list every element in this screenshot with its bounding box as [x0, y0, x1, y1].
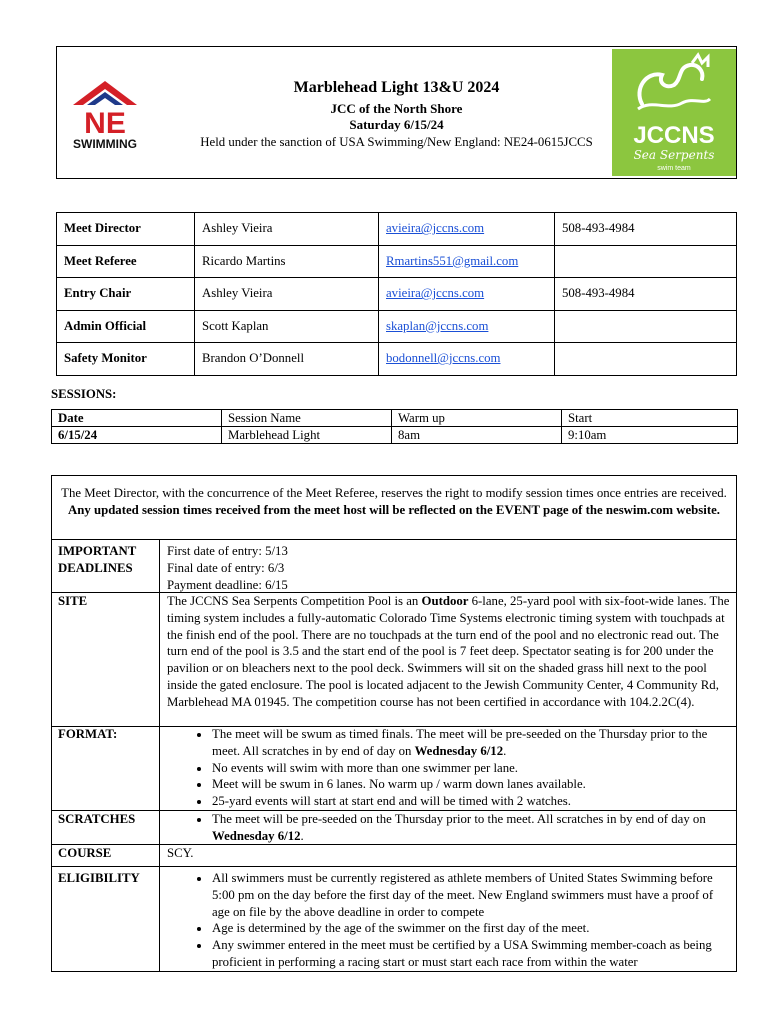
sanction-line: Held under the sanction of USA Swimming/New England: NE24-0615JCCS: [200, 135, 593, 149]
contact-name: Scott Kaplan: [195, 310, 379, 343]
scratches-post: .: [300, 828, 304, 843]
scratches-bold: Wednesday 6/12: [212, 828, 301, 843]
format-label: FORMAT:: [58, 727, 118, 741]
meet-rules-box: [51, 475, 737, 972]
session-header-warmup: Warm up: [392, 410, 562, 427]
contact-phone: [555, 310, 737, 343]
site-label: SITE: [58, 594, 88, 608]
eligibility-label: ELIGIBILITY: [58, 871, 140, 885]
divider: [52, 866, 736, 867]
format-b1-pre: The meet will be swum as timed finals. The meet will be pre-seeded on the Thursday prior to the meet. All scratches in by end of day on: [212, 727, 708, 758]
list-item: • Meet will be swum in 6 lanes. No warm up / warm down lanes available.: [211, 776, 732, 793]
table-row: [57, 213, 737, 246]
course-value: SCY.: [167, 846, 194, 860]
format-b1-post: .: [503, 743, 507, 758]
ne-logo-text: NE: [84, 107, 126, 140]
deadlines-label-1: IMPORTANT: [58, 544, 137, 558]
contact-role: Entry Chair: [57, 278, 195, 311]
sessions-label: SESSIONS:: [51, 387, 117, 401]
jccns-logo-text: JCCNS: [633, 122, 715, 149]
scratches-list: [167, 811, 732, 845]
list-item: • 25-yard events will start at start end and will be timed with 2 watches.: [211, 793, 732, 810]
sessions-table: [51, 409, 738, 444]
scratches-label: SCRATCHES: [58, 812, 136, 826]
table-row: [52, 410, 738, 427]
table-row: [57, 310, 737, 343]
list-item: • Age is determined by the age of the swimmer on the first day of the meet.: [211, 920, 732, 937]
contact-email-link[interactable]: avieira@jccns.com: [386, 221, 485, 236]
site-text-bold: Outdoor: [421, 594, 469, 608]
meet-header: [56, 46, 737, 179]
format-list: [167, 726, 732, 810]
deadlines-label: [58, 543, 136, 577]
session-date: 6/15/24: [52, 427, 222, 444]
contact-role: Meet Referee: [57, 245, 195, 278]
table-row: [52, 427, 738, 444]
meet-date: Saturday 6/15/24: [349, 117, 444, 132]
session-start: 9:10am: [562, 427, 738, 444]
session-header-name: Session Name: [222, 410, 392, 427]
column-divider: [159, 539, 160, 971]
divider: [52, 539, 736, 540]
format-b1-bold: Wednesday 6/12: [414, 743, 504, 758]
scratches-pre: The meet will be pre-seeded on the Thursday prior to the meet. All scratches in by end of day on: [212, 812, 706, 826]
intro-bold: Any updated session times received from the meet host will be reflected on the EVENT page of the neswim.com website.: [68, 502, 720, 517]
session-warmup: 8am: [392, 427, 562, 444]
deadlines-label-2: DEADLINES: [58, 561, 133, 575]
jccns-logo-tag: swim team: [657, 165, 691, 172]
contact-phone: [555, 343, 737, 376]
deadline-payment: Payment deadline: 6/15: [167, 577, 288, 592]
deadline-first-entry: First date of entry: 5/13: [167, 544, 288, 558]
contact-phone: 508-493-4984: [555, 213, 737, 246]
eligibility-list: [167, 870, 732, 971]
intro-plain: The Meet Director, with the concurrence of the Meet Referee, reserves the right to modify session times once entries are received.: [61, 486, 727, 500]
list-item: • Any swimmer entered in the meet must be certified by a USA Swimming member-coach as being proficient in performing a racing start or must start each race from within the water: [211, 937, 732, 971]
session-name: Marblehead Light: [222, 427, 392, 444]
contact-name: Ashley Vieira: [195, 278, 379, 311]
jccns-logo: [612, 49, 736, 176]
contact-phone: 508-493-4984: [555, 278, 737, 311]
jccns-logo-sub: Sea Serpents: [633, 148, 715, 162]
contact-name: Brandon O’Donnell: [195, 343, 379, 376]
course-label: COURSE: [58, 846, 112, 860]
list-item: [211, 811, 732, 845]
table-row: [57, 278, 737, 311]
sea-serpent-icon: [612, 49, 736, 176]
intro-paragraph: [58, 485, 730, 519]
list-item: • All swimmers must be currently registered as athlete members of United States Swimming before 5:00 pm on the day before the first day of the meet. New England swimmers must have a proof of age on file by the above deadline in order to compete: [211, 870, 732, 920]
contact-role: Meet Director: [57, 213, 195, 246]
meet-host: JCC of the North Shore: [330, 101, 463, 116]
contact-email-link[interactable]: Rmartins551@gmail.com: [386, 253, 519, 268]
site-description: [167, 593, 732, 711]
site-text-pre: The JCCNS Sea Serpents Competition Pool is an: [167, 594, 422, 608]
contact-role: Admin Official: [57, 310, 195, 343]
contact-email-link[interactable]: bodonnell@jccns.com: [386, 351, 501, 366]
contact-name: Ashley Vieira: [195, 213, 379, 246]
table-row: [57, 245, 737, 278]
contact-phone: [555, 245, 737, 278]
list-item: [211, 726, 732, 760]
meet-title: Marblehead Light 13&U 2024: [293, 79, 500, 96]
contacts-table: [56, 212, 737, 376]
table-row: [57, 343, 737, 376]
session-header-date: Date: [52, 410, 222, 427]
deadline-final-entry: Final date of entry: 6/3: [167, 560, 285, 575]
contact-email-link[interactable]: skaplan@jccns.com: [386, 318, 489, 333]
site-text-post: 6-lane, 25-yard pool with six-foot-wide lanes. The timing system includes a fully-automatic Colorado Time Systems electronic timing system with touchpads at the finish end of the pool. There are no touchpads at the turn end of the pool and no electronic read out. The turn end of the pool is 3.5 and the start end of the pool is 7 feet deep. Spectator seating is for 200 under the pavilion or on bleachers next to the pool deck. Swimmers will sit on the shaded grass hill next to the pool inside the gated enclosure. The pool is located adjacent to the Jewish Community Center, 4 Community Rd, Marblehead MA 01945. The competition course has not been certified in accordance with 104.2.2C(4).: [167, 594, 730, 709]
list-item: • No events will swim with more than one swimmer per lane.: [211, 760, 732, 777]
ne-logo-sub: SWIMMING: [73, 137, 137, 151]
deadlines-values: [167, 543, 732, 593]
contact-name: Ricardo Martins: [195, 245, 379, 278]
contact-role: Safety Monitor: [57, 343, 195, 376]
contact-email-link[interactable]: avieira@jccns.com: [386, 286, 485, 301]
session-header-start: Start: [562, 410, 738, 427]
